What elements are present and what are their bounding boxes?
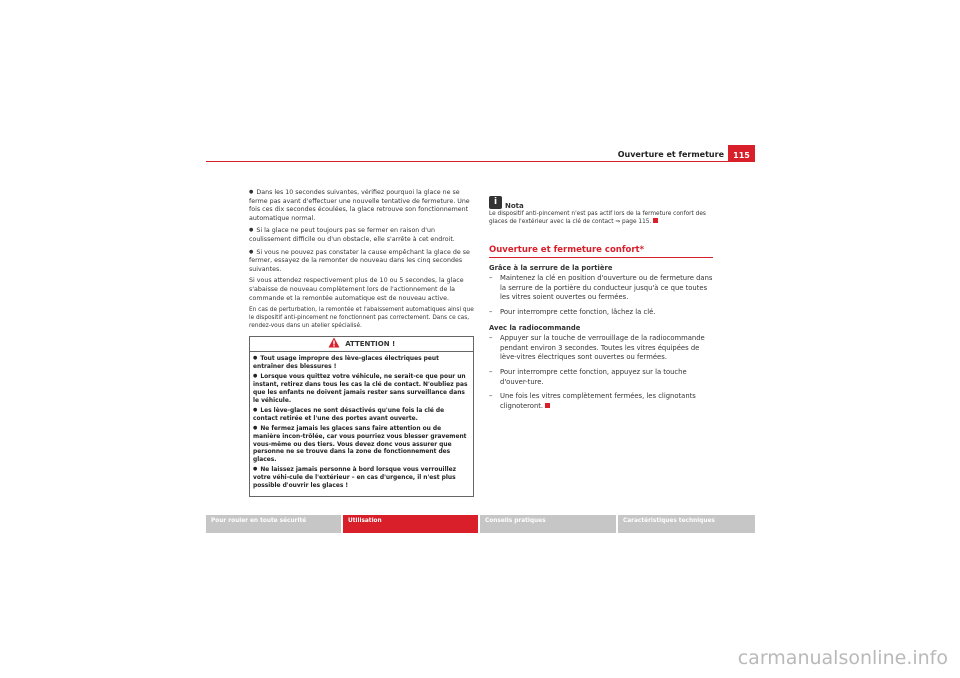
step-item: – Une fois les vitres complètement fermées, les clignotants clignoteront.	[489, 392, 696, 410]
warning-item: ● Ne fermez jamais les glaces sans faire attention ou de manière incon-trôlée, car vous pourriez vous blesser gravement vous-même ou des tiers. Vous devez donc vous assurer que personne ne se trouve dans la zone de fonctionnement des glaces.	[253, 425, 470, 465]
step-item: – Maintenez la clé en position d'ouverture ou de fermeture dans la serrure de la portière du conducteur jusqu'à ce que toutes les vitres soient ouvertes ou fermées.	[489, 274, 713, 302]
subsection-title: Avec la radiocommande	[489, 323, 581, 332]
running-header-title: Ouverture et fermeture	[617, 150, 724, 159]
warning-item: ● Ne laissez jamais personne à bord lorsque vous verrouillez votre véhi-cule de l'extérieur – en cas d'urgence, il n'est plus possible d'ouvrir les glaces !	[253, 466, 470, 490]
note-title: Nota	[505, 202, 524, 210]
note-text: Le dispositif anti-pincement n'est pas actif lors de la fermeture confort des glaces de l'extérieur avec la clé de contact ⇒ page 115.	[489, 211, 706, 225]
warning-box	[249, 336, 474, 497]
bullet-item: ● Si vous ne pouvez pas constater la cause empêchant la glace de se fermer, essayez de la remonter de nouveau dans les cinq secondes suivantes.	[249, 248, 474, 275]
footer-tab-securite[interactable]: Pour rouler en toute sécurité	[206, 515, 341, 533]
footer-tab-conseils[interactable]: Conseils pratiques	[480, 515, 616, 533]
info-note-icon	[489, 196, 502, 209]
subsection-title: Grâce à la serrure de la portière	[489, 263, 613, 272]
footer-tab-caracteristiques[interactable]: Caractéristiques techniques	[618, 515, 755, 533]
warning-body	[250, 352, 473, 496]
warning-title: ATTENTION !	[345, 340, 396, 349]
right-column	[489, 196, 714, 416]
warning-item: ● Les lève-glaces ne sont désactivés qu'une fois la clé de contact retirée et l'une des portes avant ouverte.	[253, 407, 470, 424]
paragraph: En cas de perturbation, la remontée et l'abaissement automatiques ainsi que le dispositif anti-pincement ne fonctionnent pas correctement. Dans ce cas, rendez-vous dans un atelier spécialisé.	[249, 307, 474, 330]
end-marker-icon	[653, 218, 658, 223]
bullet-item: ● Dans les 10 secondes suivantes, vérifiez pourquoi la glace ne se ferme pas avant d'effectuer une nouvelle tentative de fermeture. Une fois ces dix secondes écoulées, la glace retrouve son fonctionnement automatique normal.	[249, 188, 474, 223]
bullet-item: ● Si la glace ne peut toujours pas se fermer en raison d'un coulissement difficile ou d'un obstacle, elle s'arrête à cet endroit.	[249, 226, 474, 244]
left-column	[249, 188, 474, 497]
section-title: Ouverture et fermeture confort*	[489, 246, 713, 258]
step-item: – Pour interrompre cette fonction, lâchez la clé.	[489, 307, 656, 316]
note-header	[489, 196, 714, 210]
step-item: – Appuyer sur la touche de verrouillage de la radiocommande pendant environ 3 secondes. Toutes les vitres équipées de lève-vitres électriques sont ouvertes ou fermées.	[489, 334, 705, 362]
watermark-text: carmanualsonline.info	[737, 647, 948, 669]
paragraph: Si vous attendez respectivement plus de 10 ou 5 secondes, la glace s'abaisse de nouveau complètement lors de l'actionnement de la commande et la remontée automatique est de nouveau active.	[249, 277, 464, 302]
warning-item: ● Lorsque vous quittez votre véhicule, ne serait-ce que pour un instant, retirez dans tous les cas la clé de contact. N'oubliez pas que les enfants ne doivent jamais rester sans surveillance dans le véhicule.	[253, 373, 470, 405]
warning-triangle-icon	[328, 337, 340, 348]
header-rule	[206, 161, 755, 162]
page-number-badge: 115	[728, 145, 755, 162]
end-marker-icon	[545, 403, 550, 408]
footer-tab-utilisation[interactable]: Utilisation	[343, 515, 478, 533]
step-item: – Pour interrompre cette fonction, appuyez sur la touche d'ouver-ture.	[489, 367, 687, 386]
warning-item: ● Tout usage impropre des lève-glaces électriques peut entraîner des blessures !	[253, 355, 470, 372]
warning-header	[250, 337, 473, 352]
